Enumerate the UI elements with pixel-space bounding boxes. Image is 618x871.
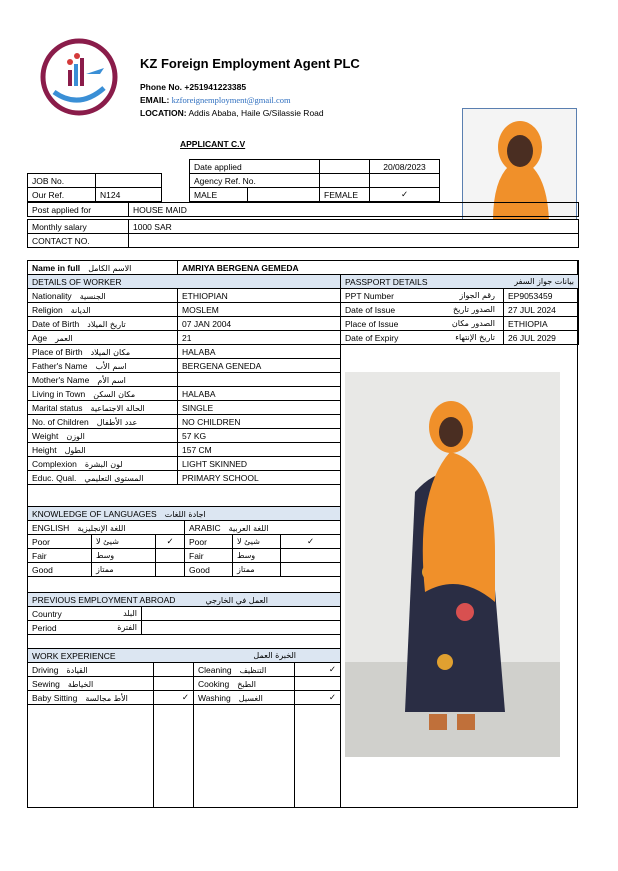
passport-label-ar: تاريخ الإنتهاء (455, 332, 495, 342)
details-label: Living in Town (32, 388, 86, 399)
skill-check (154, 663, 194, 677)
level-label-ar: ممتاز (233, 563, 281, 577)
skill-label-ar: التنظيف (239, 665, 267, 675)
skill-check (154, 677, 194, 691)
language-level-row (28, 549, 341, 563)
company-logo (40, 38, 118, 116)
passport-row (341, 289, 579, 303)
skill-label-ar: الأط مجالسة (85, 693, 128, 703)
details-label-ar: اسم الأب (95, 361, 127, 371)
details-row (28, 387, 341, 401)
details-row (28, 373, 341, 387)
passport-row (341, 317, 579, 331)
details-value: HALABA (178, 345, 341, 359)
details-value: MOSLEM (178, 303, 341, 317)
skill-label-ar: الطبخ (237, 679, 256, 689)
passport-row (341, 303, 579, 317)
details-label-ar: العمر (55, 333, 73, 343)
passport-value: ETHIOPIA (504, 317, 579, 331)
details-label: Age (32, 332, 48, 343)
details-value: SINGLE (178, 401, 341, 415)
job-ref-table: JOB No. Our Ref. N124 (27, 173, 162, 202)
skill-label-ar: الغسيل (238, 693, 263, 703)
level-label: Good (28, 563, 92, 577)
skill-label-ar: الخياطة (67, 679, 94, 689)
work-col-line (193, 705, 194, 808)
details-label: Complexion (32, 458, 77, 469)
skill-label: Sewing (32, 678, 60, 689)
details-value: LIGHT SKINNED (178, 457, 341, 471)
details-label-ar: الحالة الاجتماعية (90, 403, 145, 413)
email-link[interactable]: kzforeignemployment@gmail.com (171, 95, 291, 105)
english-level-check (156, 563, 185, 577)
level-label-ar: شيئ لا (233, 535, 281, 549)
details-label-ar: مكان السكن (93, 389, 136, 399)
details-label: Marital status (32, 402, 83, 413)
work-col-line (294, 705, 295, 808)
agency-gender-table: Agency Ref. No. MALE FEMALE ✓ (189, 173, 440, 202)
language-level-row (28, 563, 341, 577)
work-col-line (153, 705, 154, 808)
arabic-level-check (281, 549, 341, 563)
female-checkmark: ✓ (370, 188, 440, 202)
level-label: Fair (185, 549, 233, 563)
passport-label: PPT Number (345, 290, 394, 301)
details-row (28, 415, 341, 429)
details-value: ETHIOPIAN (178, 289, 341, 303)
passport-label-ar: الصدور مكان (451, 318, 495, 328)
passport-label: Date of Expiry (345, 332, 399, 343)
details-header: DETAILS OF WORKER (28, 275, 341, 289)
work-row (28, 677, 341, 691)
details-label-ar: الجنسية (79, 291, 106, 301)
details-label: Place of Birth (32, 346, 83, 357)
level-label-ar: وسط (92, 549, 156, 563)
arabic-level-check: ✓ (281, 535, 341, 549)
passport-value: EP9053459 (504, 289, 579, 303)
salary-contact-table: Monthly salary 1000 SAR CONTACT NO. (27, 219, 579, 248)
details-row (28, 331, 341, 345)
details-row (28, 457, 341, 471)
work-row (28, 691, 341, 705)
post-table: Post applied for HOUSE MAID (27, 202, 579, 217)
document-title: APPLICANT C.V (180, 139, 246, 149)
details-label: Date of Birth (32, 318, 80, 329)
passport-value: 26 JUL 2029 (504, 331, 579, 345)
work-row (28, 663, 341, 677)
skill-label: Baby Sitting (32, 692, 78, 703)
details-label-ar: المستوى التعليمي (84, 473, 144, 483)
passport-table: PASSPORT DETAILS بيانات جواز السفر PPT Number رقم الجواز EP9053459 Date of Issue الصدور تاريخ 27 JUL 2024 Place of Issue الصدور مكان ETHIOPIA Date of Expiry تاريخ الإنتهاء 26 JUL 2029 (340, 274, 579, 345)
language-level-row (28, 535, 341, 549)
skill-label: Driving (32, 664, 59, 675)
english-level-check: ✓ (156, 535, 185, 549)
details-row (28, 401, 341, 415)
work-experience-table: WORK EXPERIENCE الخبرة العمل Driving القيادة Cleaning التنظيف ✓ Sewing الخياطة Cooking الطبخ Baby Sitting الأط مجالسة ✓ Washing الغسيل ✓ (27, 648, 341, 705)
languages-table: KNOWLEDGE OF LANGUAGES اجادة اللغات ENGLISH اللغة الإنجليزية ARABIC اللغة العربية Poor شيئ لا ✓ Poor شيئ لا ✓ Fair وسط Fair وسط Good ممتاز Good ممتاز (27, 506, 341, 577)
details-row (28, 471, 341, 485)
details-row (28, 345, 341, 359)
details-value: 07 JAN 2004 (178, 317, 341, 331)
details-row (28, 359, 341, 373)
details-label-ar: مكان الميلاد (90, 347, 131, 357)
details-value: 21 (178, 331, 341, 345)
details-label-ar: الوزن (66, 431, 85, 441)
details-label: Religion (32, 304, 63, 315)
date-applied-table: Date applied 20/08/2023 (189, 159, 440, 174)
details-value: HALABA (178, 387, 341, 401)
details-label: Nationality (32, 290, 72, 301)
skill-label: Cooking (198, 678, 230, 689)
location-line: LOCATION: Addis Ababa, Haile G/Silassie Road (140, 108, 324, 118)
skill-label: Washing (198, 692, 231, 703)
skill-check: ✓ (154, 691, 194, 705)
details-value: 57 KG (178, 429, 341, 443)
arabic-level-check (281, 563, 341, 577)
level-label-ar: وسط (233, 549, 281, 563)
level-label: Poor (28, 535, 92, 549)
details-label-ar: لون البشرة (84, 459, 123, 469)
skill-label-ar: القيادة (66, 665, 88, 675)
details-label: Mother's Name (32, 374, 90, 385)
details-row (28, 429, 341, 443)
skill-check (295, 677, 341, 691)
details-value: BERGENA GENEDA (178, 359, 341, 373)
worker-details-table (27, 274, 341, 485)
level-label: Good (185, 563, 233, 577)
passport-label-ar: الصدور تاريخ (453, 304, 495, 314)
previous-employment-table: PREVIOUS EMPLOYMENT ABROAD العمل في الخارجي Country البلد Period الفترة (27, 592, 341, 635)
level-label-ar: ممتاز (92, 563, 156, 577)
english-level-check (156, 549, 185, 563)
details-row (28, 289, 341, 303)
company-name: KZ Foreign Employment Agent PLC (140, 56, 360, 71)
details-value: 157 CM (178, 443, 341, 457)
passport-row (341, 331, 579, 345)
details-label: Height (32, 444, 57, 455)
skill-check: ✓ (295, 691, 341, 705)
column-divider (340, 274, 341, 808)
email-line: EMAIL: kzforeignemployment@gmail.com (140, 95, 291, 105)
details-label-ar: الديانة (70, 305, 91, 315)
details-label: Educ. Qual. (32, 472, 77, 483)
details-label: No. of Children (32, 416, 89, 427)
skill-label: Cleaning (198, 664, 232, 675)
details-label-ar: عدد الأطفال (96, 417, 138, 427)
details-label: Father's Name (32, 360, 88, 371)
level-label-ar: شيئ لا (92, 535, 156, 549)
details-label-ar: اسم الأم (97, 375, 126, 385)
skill-check: ✓ (295, 663, 341, 677)
details-label: Weight (32, 430, 59, 441)
details-label-ar: الطول (64, 445, 86, 455)
level-label: Poor (185, 535, 233, 549)
details-value (178, 373, 341, 387)
name-row: Name in full الاسم الكامل AMRIYA BERGENA GEMEDA (27, 260, 579, 275)
level-label: Fair (28, 549, 92, 563)
details-value: PRIMARY SCHOOL (178, 471, 341, 485)
passport-label: Date of Issue (345, 304, 396, 315)
passport-label: Place of Issue (345, 318, 399, 329)
passport-label-ar: رقم الجواز (459, 290, 495, 300)
details-value: NO CHILDREN (178, 415, 341, 429)
phone-line: Phone No. +251941223385 (140, 82, 247, 92)
details-row (28, 303, 341, 317)
passport-value: 27 JUL 2024 (504, 303, 579, 317)
details-label-ar: تاريخ الميلاد (87, 319, 126, 329)
applicant-photo-full (345, 372, 560, 757)
details-row (28, 443, 341, 457)
details-row (28, 317, 341, 331)
